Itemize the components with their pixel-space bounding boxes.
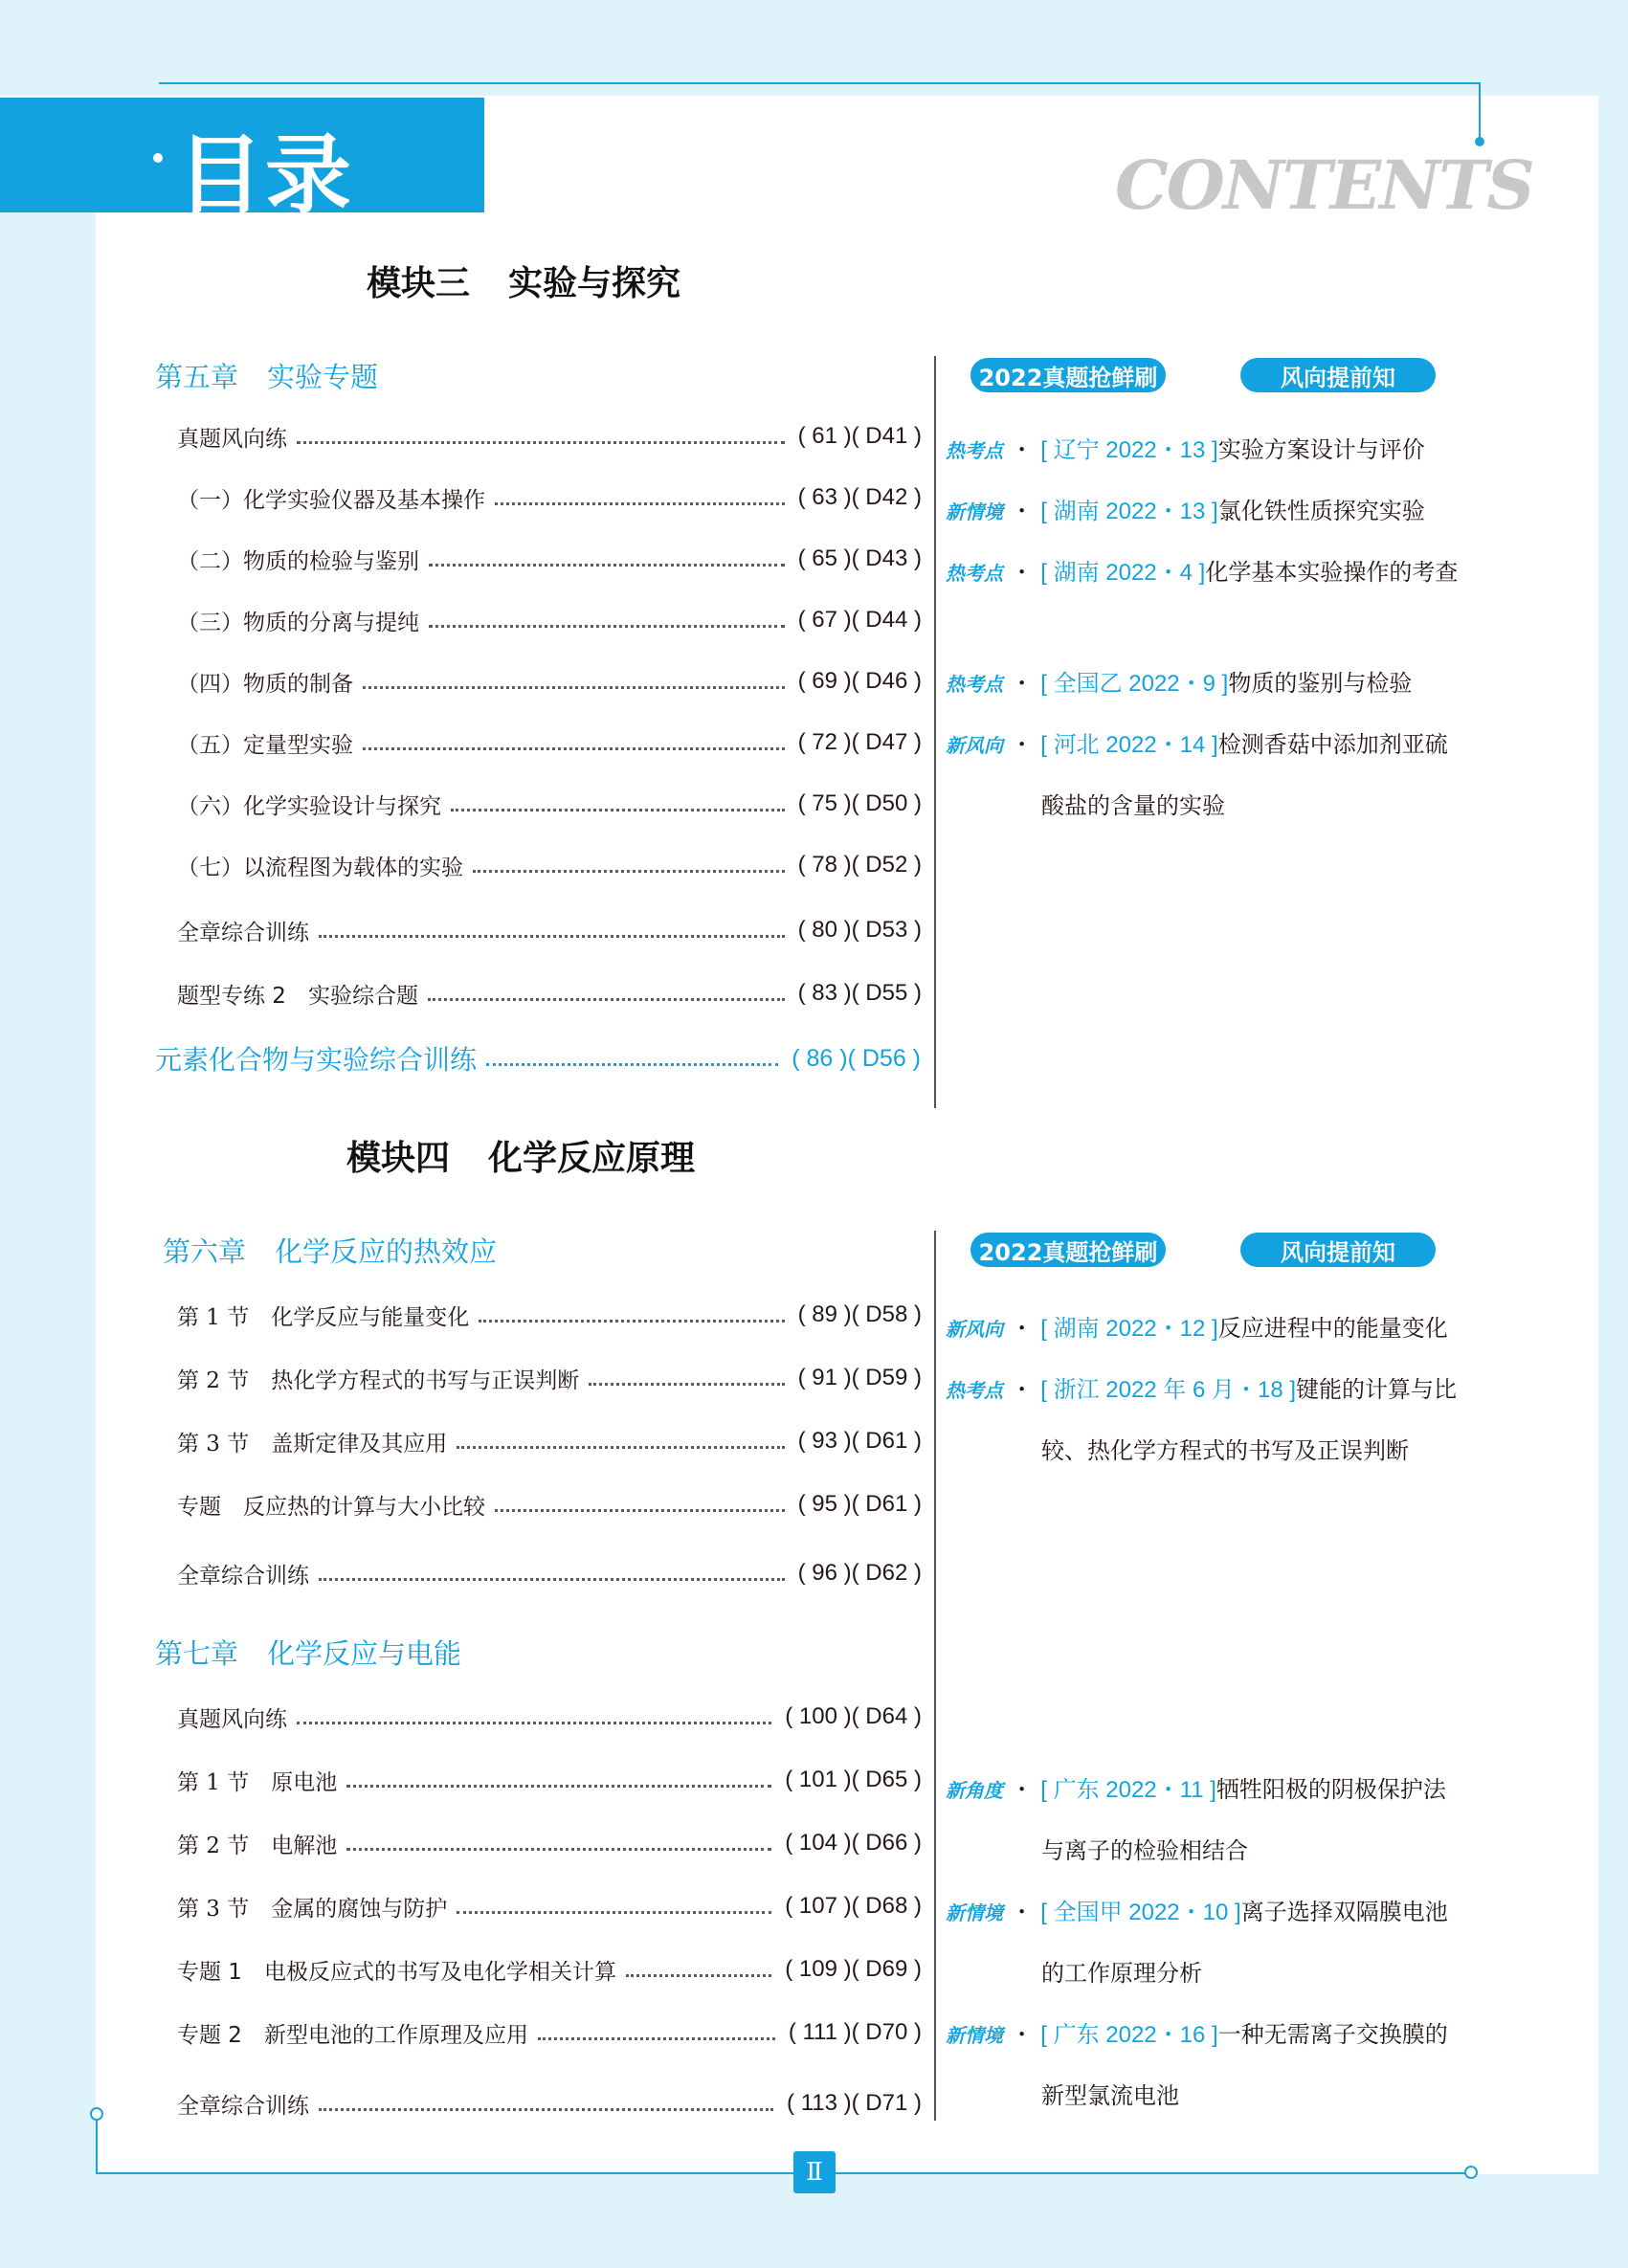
exam-note: 新角度 ・ [ 广东 2022・11 ]牺牲阳极的阴极保护法 [946, 1776, 1446, 1803]
exam-note-continued: 新型氯流电池 [1041, 2082, 1179, 2109]
toc-entry[interactable]: 第 2 节 热化学方程式的书写与正误判断 ( 91 )( D59 ) [177, 1365, 922, 1393]
top-background-band [0, 0, 1628, 96]
title-banner [0, 98, 484, 226]
toc-entry[interactable]: 全章综合训练 ( 96 )( D62 ) [177, 1560, 922, 1589]
exam-note-continued: 较、热化学方程式的书写及正误判断 [1041, 1437, 1409, 1464]
toc-entry[interactable]: 专题 反应热的计算与大小比较 ( 95 )( D61 ) [177, 1491, 922, 1520]
page-number: Ⅱ [793, 2151, 836, 2193]
contents-watermark: CONTENTS [1115, 145, 1533, 225]
toc-entry-summary[interactable]: 元素化合物与实验综合训练 ( 86 )( D56 ) [155, 1044, 921, 1076]
exam-note: 热考点 ・ [ 辽宁 2022・13 ]实验方案设计与评价 [946, 436, 1425, 463]
exam-note: 新情境 ・ [ 广东 2022・16 ]一种无需离子交换膜的 [946, 2021, 1448, 2048]
toc-entry[interactable]: 题型专练 2 实验综合题 ( 83 )( D55 ) [177, 980, 922, 1009]
page-title: 目录 [177, 125, 353, 226]
toc-entry[interactable]: 全章综合训练 ( 80 )( D53 ) [177, 917, 922, 945]
frame-line-bottom [96, 2172, 1469, 2174]
trend-badge: 风向提前知 [1240, 358, 1436, 392]
toc-entry[interactable]: 第 3 节 盖斯定律及其应用 ( 93 )( D61 ) [177, 1428, 922, 1456]
toc-entry[interactable]: 第 1 节 化学反应与能量变化 ( 89 )( D58 ) [177, 1301, 922, 1330]
toc-entry[interactable]: 全章综合训练 ( 113 )( D71 ) [177, 2090, 922, 2119]
exam-note-continued: 与离子的检验相结合 [1041, 1837, 1248, 1864]
toc-entry[interactable]: （六）化学实验设计与探究 ( 75 )( D50 ) [177, 790, 922, 819]
toc-entry[interactable]: （七）以流程图为载体的实验 ( 78 )( D52 ) [177, 852, 922, 880]
toc-entry[interactable]: 真题风向练 ( 61 )( D41 ) [177, 423, 922, 452]
frame-line-bottom-left [96, 2115, 98, 2174]
real-exam-badge: 2022真题抢鲜刷 [970, 358, 1166, 392]
column-divider [934, 1231, 936, 2121]
chapter-six-heading: 第六章 化学反应的热效应 [163, 1235, 498, 1268]
exam-note: 热考点 ・ [ 湖南 2022・4 ]化学基本实验操作的考查 [946, 559, 1459, 586]
exam-note-continued: 的工作原理分析 [1041, 1960, 1202, 1987]
frame-line-top [159, 82, 1480, 84]
toc-entry[interactable]: （三）物质的分离与提纯 ( 67 )( D44 ) [177, 607, 922, 635]
toc-entry[interactable]: 第 3 节 金属的腐蚀与防护 ( 107 )( D68 ) [177, 1893, 922, 1922]
chapter-seven-heading: 第七章 化学反应与电能 [155, 1637, 462, 1670]
exam-note: 热考点 ・ [ 全国乙 2022・9 ]物质的鉴别与检验 [946, 670, 1413, 697]
exam-note: 新风向 ・ [ 湖南 2022・12 ]反应进程中的能量变化 [946, 1315, 1448, 1342]
frame-ring-icon [1464, 2166, 1478, 2179]
chapter-five-heading: 第五章 实验专题 [155, 361, 379, 393]
title-dot-icon [153, 153, 163, 163]
exam-note: 新情境 ・ [ 湖南 2022・13 ]氯化铁性质探究实验 [946, 498, 1425, 524]
column-divider [934, 356, 936, 1108]
exam-note-continued: 酸盐的含量的实验 [1041, 792, 1225, 819]
exam-note: 热考点 ・ [ 浙江 2022 年 6 月・18 ]键能的计算与比 [946, 1376, 1458, 1403]
toc-entry[interactable]: 真题风向练 ( 100 )( D64 ) [177, 1703, 922, 1732]
toc-entry[interactable]: 专题 2 新型电池的工作原理及应用 ( 111 )( D70 ) [177, 2019, 922, 2048]
toc-entry[interactable]: （二）物质的检验与鉴别 ( 65 )( D43 ) [177, 545, 922, 574]
trend-badge: 风向提前知 [1240, 1233, 1436, 1267]
frame-line-top-right [1479, 82, 1481, 142]
module-four-title: 模块四 化学反应原理 [346, 1138, 696, 1178]
right-background-band [1598, 96, 1628, 2174]
toc-entry[interactable]: 专题 1 电极反应式的书写及电化学相关计算 ( 109 )( D69 ) [177, 1956, 922, 1985]
exam-note: 新风向 ・ [ 河北 2022・14 ]检测香菇中添加剂亚硫 [946, 731, 1448, 758]
exam-note: 新情境 ・ [ 全国甲 2022・10 ]离子选择双隔膜电池 [946, 1899, 1448, 1925]
toc-entry[interactable]: （一）化学实验仪器及基本操作 ( 63 )( D42 ) [177, 484, 922, 513]
real-exam-badge: 2022真题抢鲜刷 [970, 1233, 1166, 1267]
frame-ring-icon [90, 2107, 103, 2121]
toc-entry[interactable]: 第 1 节 原电池 ( 101 )( D65 ) [177, 1767, 922, 1795]
toc-entry[interactable]: （五）定量型实验 ( 72 )( D47 ) [177, 729, 922, 758]
toc-entry[interactable]: （四）物质的制备 ( 69 )( D46 ) [177, 668, 922, 697]
module-three-title: 模块三 实验与探究 [367, 263, 681, 303]
page-sheet [96, 96, 1598, 2174]
left-background-band [0, 211, 96, 2268]
toc-entry[interactable]: 第 2 节 电解池 ( 104 )( D66 ) [177, 1830, 922, 1858]
